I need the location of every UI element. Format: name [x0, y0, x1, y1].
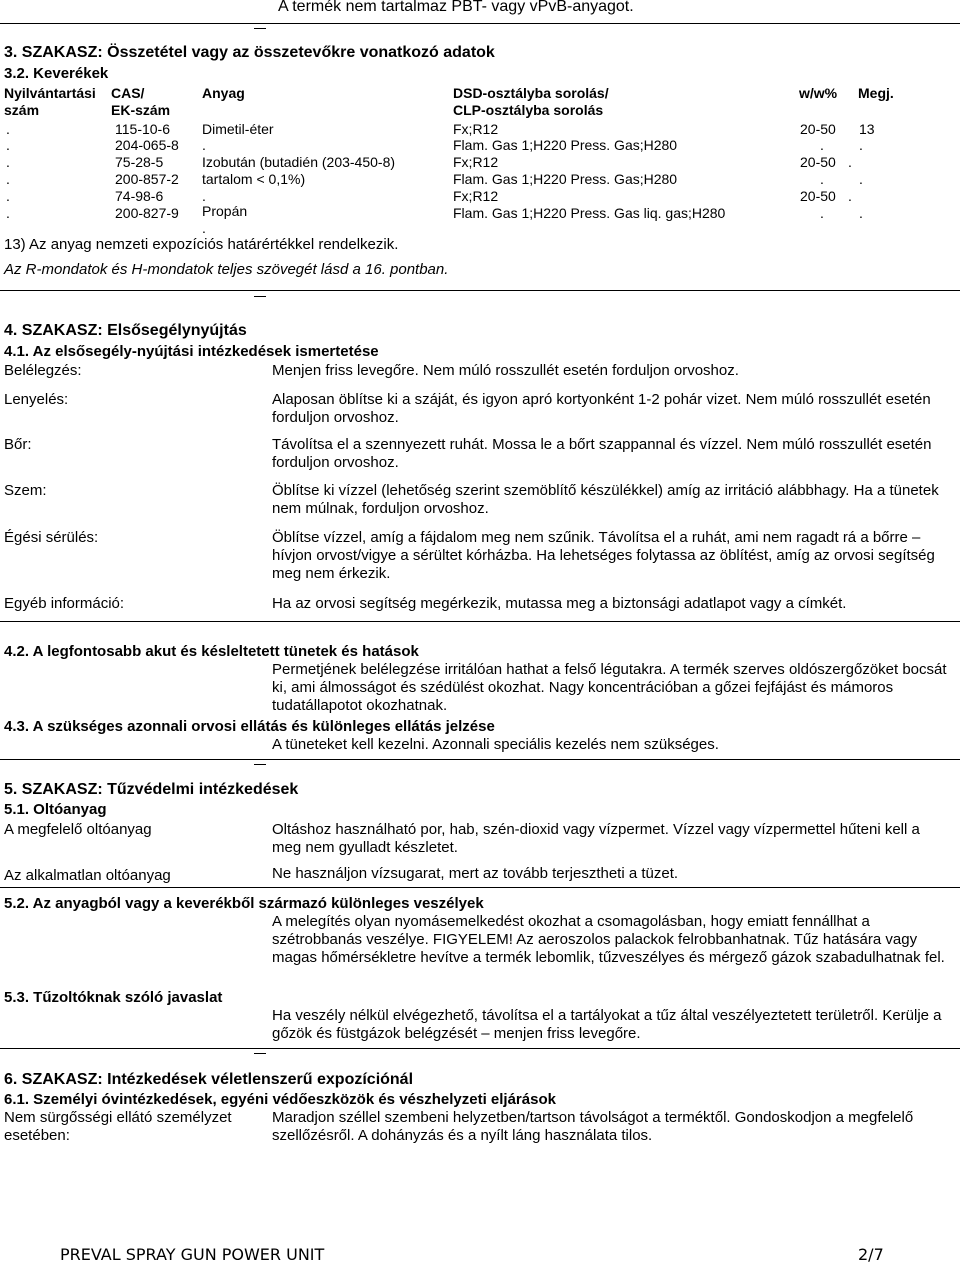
section-5-3-heading: 5.3. Tűzoltóknak szóló javaslat: [4, 989, 223, 1006]
table-cell-name: .: [202, 137, 206, 153]
table-cell-name: .: [202, 188, 206, 204]
first-aid-text-other: Ha az orvosi segítség megérkezik, mutassa meg a biztonsági adatlapot vagy a címkét.: [272, 595, 847, 612]
divider-dash: [254, 764, 266, 765]
footer-page-number: 2/7: [858, 1245, 884, 1264]
section-4-3-text: A tüneteket kell kezelni. Azonnali speciális kezelés nem szükséges.: [272, 736, 719, 753]
pbt-note: A termék nem tartalmaz PBT- vagy vPvB-anyagot.: [278, 0, 634, 15]
table-cell-ww: 20-50: [800, 154, 836, 170]
divider: [0, 621, 960, 622]
section-4-3-heading: 4.3. A szükséges azonnali orvosi ellátás és különleges ellátás jelzése: [4, 718, 495, 735]
col-header-reg: Nyilvántartási: [4, 85, 96, 101]
table-cell-class: Flam. Gas 1;H220 Press. Gas;H280: [453, 137, 678, 153]
divider-dash: [254, 28, 266, 29]
divider-dash: [254, 1053, 266, 1054]
table-cell-note: .: [859, 171, 863, 187]
table-cell-ww: .: [820, 205, 824, 221]
table-cell-class: Flam. Gas 1;H220 Press. Gas liq. gas;H280: [453, 205, 726, 221]
section-4-heading: 4. SZAKASZ: Elsősegélynyújtás: [4, 322, 247, 339]
first-aid-label-other: Egyéb információ:: [4, 595, 125, 612]
table-cell-cas: 200-827-9: [115, 205, 179, 221]
table-cell-ww: .: [820, 137, 824, 153]
non-emergency-personnel-label: Nem sürgősségi ellátó személyzet esetében:: [4, 1109, 232, 1144]
table-cell-class: Fx;R12: [453, 188, 499, 204]
first-aid-label-eye: Szem:: [4, 482, 47, 499]
table-cell-note: .: [848, 154, 852, 170]
non-emergency-personnel-text: Maradjon széllel szembeni helyzetben/tartson távolságot a terméktől. Gondoskodjon a megfelelő szellőzésről. A dohányzás és a nyílt láng használata tilos.: [272, 1109, 914, 1144]
col-header-cas: CAS/: [111, 85, 145, 101]
table-cell-class: Fx;R12: [453, 154, 499, 170]
table-cell-name: Dimetil-éter: [202, 121, 274, 137]
suitable-media-label: A megfelelő oltóanyag: [4, 821, 152, 838]
table-cell-reg: .: [6, 205, 10, 221]
col-header-class-2: CLP-osztályba sorolás: [453, 102, 604, 118]
table-cell-class: Flam. Gas 1;H220 Press. Gas;H280: [453, 171, 678, 187]
section-6-heading: 6. SZAKASZ: Intézkedések véletlenszerű expozíciónál: [4, 1071, 414, 1088]
section-4-2-text: Permetjének belélegzése irritálóan hathat a felső légutakra. A termék szerves oldószergőzöket bocsát ki, ami álmosságot és szédülést okozhat. Nagy koncentrációban a gőzei fejfájást és mámoros tudatállapotot okozhatnak.: [272, 661, 947, 714]
table-cell-reg: .: [6, 137, 10, 153]
table-cell-reg: .: [6, 121, 10, 137]
divider: [0, 1048, 960, 1049]
first-aid-label-burn: Égési sérülés:: [4, 529, 99, 546]
table-trailing-dot: .: [202, 220, 206, 236]
unsuitable-media-text: Ne használjon vízsugarat, mert az tovább terjesztheti a tüzet.: [272, 865, 679, 882]
first-aid-text-burn: Öblítse vízzel, amíg a fájdalom meg nem szűnik. Távolítsa el a ruhát, ami nem ragadt rá a bőrre – hívjon orvost/vigye a sérültet kórházba. Ha lehetséges folytassa az öblítést, amíg az orvosi segítség meg nem érkezik.: [272, 529, 935, 582]
divider: [0, 290, 960, 291]
table-cell-cas: 74-98-6: [115, 188, 164, 204]
table-cell-ww: .: [820, 171, 824, 187]
divider-dash: [254, 296, 266, 297]
col-header-reg-2: szám: [4, 102, 40, 118]
section-5-2-heading: 5.2. Az anyagból vagy a keverékből származó különleges veszélyek: [4, 895, 484, 912]
suitable-media-text: Oltáshoz használható por, hab, szén-dioxid vagy vízpermet. Vízzel vagy vízpermettel hűteni kell a meg nem gyulladt készletet.: [272, 821, 920, 856]
section-6-1-heading: 6.1. Személyi óvintézkedések, egyéni védőeszközök és vészhelyzeti eljárások: [4, 1091, 556, 1108]
table-cell-ww: 20-50: [800, 121, 836, 137]
table-cell-name: Propán: [202, 203, 248, 219]
table-cell-reg: .: [6, 154, 10, 170]
first-aid-label-ingestion: Lenyelés:: [4, 391, 69, 408]
section-5-3-text: Ha veszély nélkül elvégezhető, távolítsa el a tartályokat a tűz által veszélyeztetett területről. Kerülje a gőzök és füstgázok belégzését – menjen friss levegőre.: [272, 1007, 942, 1042]
section-5-2-text: A melegítés olyan nyomásemelkedést okozhat a csomagolásban, hogy emiatt fennállhat a szétrobbanás veszélye. FIGYELEM! Az aeroszolos palackok felrobbanhatnak. Tűz hatására vagy magas hőmérsékletre hevítve a termék lebomlik, tűzveszélyes és mérgező gázok szabadulhatnak fel.: [272, 913, 945, 966]
section-5-heading: 5. SZAKASZ: Tűzvédelmi intézkedések: [4, 781, 299, 798]
table-cell-cas: 75-28-5: [115, 154, 164, 170]
table-cell-reg: .: [6, 171, 10, 187]
col-header-class: DSD-osztályba sorolás/: [453, 85, 609, 101]
r-h-sentences-reference: Az R-mondatok és H-mondatok teljes szövegét lásd a 16. pontban.: [4, 261, 449, 278]
first-aid-label-skin: Bőr:: [4, 436, 32, 453]
col-header-cas-2: EK-szám: [111, 102, 171, 118]
col-header-substance: Anyag: [202, 85, 245, 101]
table-cell-ww: 20-50: [800, 188, 836, 204]
table-cell-reg: .: [6, 188, 10, 204]
first-aid-text-skin: Távolítsa el a szennyezett ruhát. Mossa le a bőrt szappannal és vízzel. Nem múló rosszullét esetén forduljon orvoshoz.: [272, 436, 932, 471]
col-header-ww: w/w%: [799, 85, 838, 101]
unsuitable-media-label: Az alkalmatlan oltóanyag: [4, 867, 171, 884]
first-aid-text-ingestion: Alaposan öblítse ki a száját, és igyon apró kortyonként 1-2 pohár vizet. Nem múló rosszullét esetén forduljon orvoshoz.: [272, 391, 931, 426]
section-3-2-heading: 3.2. Keverékek: [4, 65, 109, 82]
table-cell-note: .: [859, 137, 863, 153]
table-cell-class: Fx;R12: [453, 121, 499, 137]
footer-product-name: PREVAL SPRAY GUN POWER UNIT: [60, 1245, 325, 1264]
table-cell-cas: 115-10-6: [115, 121, 171, 137]
table-cell-note: 13: [859, 121, 875, 137]
table-cell-note: .: [859, 205, 863, 221]
section-4-1-heading: 4.1. Az elsősegély-nyújtási intézkedések ismertetése: [4, 343, 379, 360]
divider: [0, 759, 960, 760]
table-cell-note: .: [848, 188, 852, 204]
first-aid-text-eye: Öblítse ki vízzel (lehetőség szerint szemöblítő készülékkel) amíg az irritáció alábbhagy. Ha a tünetek nem múlnak, forduljon orvoshoz.: [272, 482, 939, 517]
divider: [0, 23, 960, 24]
col-header-note: Megj.: [858, 85, 894, 101]
first-aid-label-inhalation: Belélegzés:: [4, 362, 82, 379]
footnote-13: 13) Az anyag nemzeti expozíciós határértékkel rendelkezik.: [4, 236, 399, 253]
table-cell-name: tartalom < 0,1%): [202, 171, 306, 187]
table-cell-cas: 204-065-8: [115, 137, 179, 153]
section-4-2-heading: 4.2. A legfontosabb akut és késleltetett tünetek és hatások: [4, 643, 419, 660]
first-aid-text-inhalation: Menjen friss levegőre. Nem múló rosszullét esetén forduljon orvoshoz.: [272, 362, 739, 379]
section-5-1-heading: 5.1. Oltóanyag: [4, 801, 107, 818]
divider: [0, 887, 960, 888]
table-cell-cas: 200-857-2: [115, 171, 179, 187]
table-cell-name: Izobután (butadién (203-450-8): [202, 154, 396, 170]
section-3-heading: 3. SZAKASZ: Összetétel vagy az összetevőkre vonatkozó adatok: [4, 44, 495, 61]
